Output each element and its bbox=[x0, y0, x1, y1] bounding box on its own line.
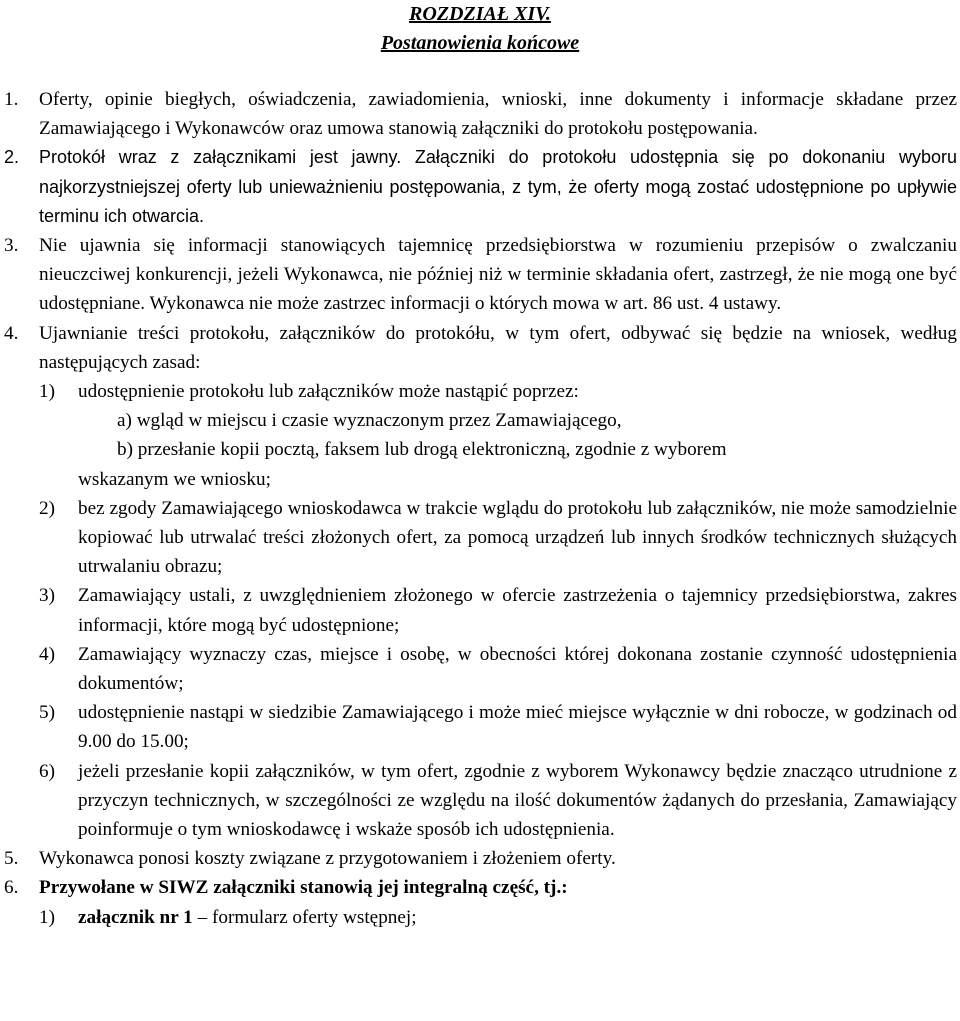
rule-text: udostępnienie protokołu lub załączników może nastąpić poprzez: bbox=[78, 381, 579, 403]
rule-number: 3) bbox=[39, 585, 55, 607]
rule-3 bbox=[39, 581, 957, 639]
provision-6-attachments bbox=[0, 903, 957, 932]
attachment-description: – formularz oferty wstępnej; bbox=[192, 906, 417, 928]
rule-number: 1) bbox=[39, 381, 55, 403]
rule-1 bbox=[39, 377, 957, 494]
provision-number: 3. bbox=[4, 235, 19, 257]
provision-6 bbox=[0, 873, 957, 902]
rule-1-options bbox=[78, 406, 957, 494]
provision-text-sans-cont: Załączniki do protokołu udostępnia się po dokonaniu wyboru najkorzystniejszej oferty lub unieważnieniu postępowania, z tym, że oferty mogą zostać udostępnione po upływie terminu ich otwarcia. bbox=[39, 147, 957, 226]
rule-text: udostępnienie nastąpi w siedzibie Zamawiającego i może mieć miejsce wyłącznie w dni robocze, w godzinach od 9.00 do 15.00; bbox=[78, 702, 957, 753]
provision-text-sans: Protokół wraz z załącznikami jest jawny. bbox=[39, 147, 402, 168]
option-a: a) wgląd w miejscu i czasie wyznaczonym przez Zamawiającego, bbox=[117, 410, 622, 432]
provision-number: 2. bbox=[4, 147, 20, 168]
provisions-list bbox=[0, 85, 957, 932]
rule-5 bbox=[39, 698, 957, 756]
option-b-continued: wskazanym we wniosku; bbox=[78, 468, 271, 490]
option-b: b) przesłanie kopii pocztą, faksem lub drogą elektroniczną, zgodnie z wyborem bbox=[117, 439, 727, 461]
provision-5 bbox=[0, 844, 957, 873]
rule-text: bez zgody Zamawiającego wnioskodawca w trakcie wglądu do protokołu lub załączników, nie może samodzielnie kopiować lub utrwalać treści złożonych ofert, za pomocą urządzeń lub innych środków technicznych służących utrwalaniu obrazu; bbox=[78, 497, 957, 578]
provision-1 bbox=[0, 85, 957, 143]
provision-number: 5. bbox=[4, 848, 19, 870]
provision-number: 1. bbox=[4, 89, 19, 110]
rule-2 bbox=[39, 494, 957, 582]
provision-text-bold: Przywołane w SIWZ załączniki stanowią jej integralną część, tj.: bbox=[39, 877, 568, 899]
rule-number: 2) bbox=[39, 497, 55, 519]
provision-number: 6. bbox=[4, 877, 19, 899]
provision-text: Ujawnianie treści protokołu, załączników do protokółu, w tym ofert, odbywać się będzie na wniosek, według następujących zasad: bbox=[39, 322, 957, 373]
chapter-title: ROZDZIAŁ XIV. bbox=[409, 3, 551, 25]
provision-4 bbox=[0, 319, 957, 377]
rule-6 bbox=[39, 757, 957, 845]
rule-4 bbox=[39, 640, 957, 698]
rule-number: 5) bbox=[39, 702, 55, 724]
attachment-number: 1) bbox=[39, 906, 55, 928]
provision-text: Oferty, opinie biegłych, oświadczenia, zawiadomienia, wnioski, inne dokumenty i informacje składane przez Zamawiającego i Wykonawców oraz umowa stanowią załączniki do protokołu postępowania. bbox=[39, 89, 957, 140]
rule-text: Zamawiający ustali, z uwzględnieniem złożonego w ofercie zastrzeżenia o tajemnicy przedsiębiorstwa, zakres informacji, które mogą być udostępnione; bbox=[78, 585, 957, 636]
chapter-subtitle: Postanowienia końcowe bbox=[380, 32, 580, 54]
rule-text: jeżeli przesłanie kopii załączników, w tym ofert, zgodnie z wyborem Wykonawcy będzie znacząco utrudnione z przyczyn technicznych, w szczególności ze względu na ilość dokumentów żądanych do przesłania, Zamawiający poinformuje o tym wnioskodawcę i wskaże sposób ich udostępnienia. bbox=[78, 760, 957, 841]
attachment-name: załącznik nr 1 bbox=[78, 906, 193, 928]
provision-text: Nie ujawnia się informacji stanowiących tajemnicę przedsiębiorstwa w rozumieniu przepisów o zwalczaniu nieuczciwej konkurencji, jeżeli Wykonawca, nie później niż w terminie składania ofert, zastrzegł, że nie mogą one być udostępniane. Wykonawca nie może zastrzec informacji o których mowa w art. 86 ust. 4 ustawy. bbox=[39, 235, 957, 315]
provision-number: 4. bbox=[4, 322, 19, 344]
rule-text: Zamawiający wyznaczy czas, miejsce i osobę, w obecności której dokonana zostanie czynność udostępnienia dokumentów; bbox=[78, 643, 957, 695]
rule-number: 4) bbox=[39, 643, 55, 665]
attachment-1 bbox=[39, 903, 957, 932]
provision-3 bbox=[0, 231, 957, 319]
rule-number: 6) bbox=[39, 760, 55, 782]
provision-text: Wykonawca ponosi koszty związane z przygotowaniem i złożeniem oferty. bbox=[39, 848, 616, 870]
provision-4-rules bbox=[0, 377, 957, 844]
provision-2 bbox=[0, 143, 957, 231]
